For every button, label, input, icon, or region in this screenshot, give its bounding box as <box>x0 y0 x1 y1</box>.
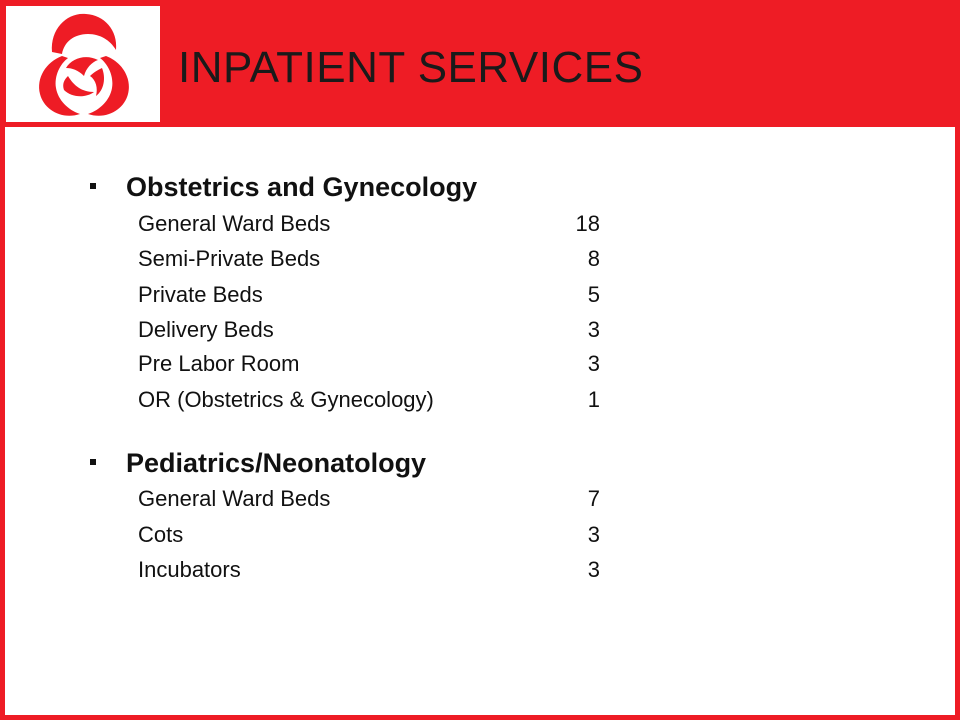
table-row <box>138 207 600 241</box>
row-value: 3 <box>587 351 600 376</box>
row-value: 5 <box>587 282 600 307</box>
logo <box>6 6 160 122</box>
row-label: OR (Obstetrics & Gynecology) <box>138 387 434 412</box>
table-row <box>138 278 600 312</box>
row-label: Incubators <box>138 557 241 582</box>
bullet-icon <box>90 183 96 189</box>
row-label: Delivery Beds <box>138 317 274 342</box>
table-row <box>138 482 600 516</box>
header-band <box>0 0 960 127</box>
row-value: 3 <box>587 522 600 547</box>
table-row <box>138 383 600 417</box>
section-heading-pediatrics: Pediatrics/Neonatology <box>126 448 427 478</box>
row-value: 7 <box>587 486 600 511</box>
row-label: Private Beds <box>138 282 263 307</box>
section-heading-obgyn: Obstetrics and Gynecology <box>126 172 478 202</box>
row-value: 8 <box>587 246 600 271</box>
triple-swirl-logo-icon <box>6 6 160 122</box>
table-row <box>138 347 600 381</box>
bullet-icon <box>90 459 96 465</box>
row-label: General Ward Beds <box>138 211 331 236</box>
table-row <box>138 518 600 552</box>
row-value: 1 <box>587 387 600 412</box>
row-label: Cots <box>138 522 184 547</box>
row-label: General Ward Beds <box>138 486 331 511</box>
page-title: INPATIENT SERVICES <box>178 43 644 92</box>
table-row <box>138 553 600 587</box>
table-row <box>138 242 600 276</box>
table-row <box>138 313 600 347</box>
row-label: Semi-Private Beds <box>138 246 321 271</box>
row-label: Pre Labor Room <box>138 351 300 376</box>
row-value: 3 <box>587 317 600 342</box>
row-value: 3 <box>587 557 600 582</box>
row-value: 18 <box>575 211 600 236</box>
